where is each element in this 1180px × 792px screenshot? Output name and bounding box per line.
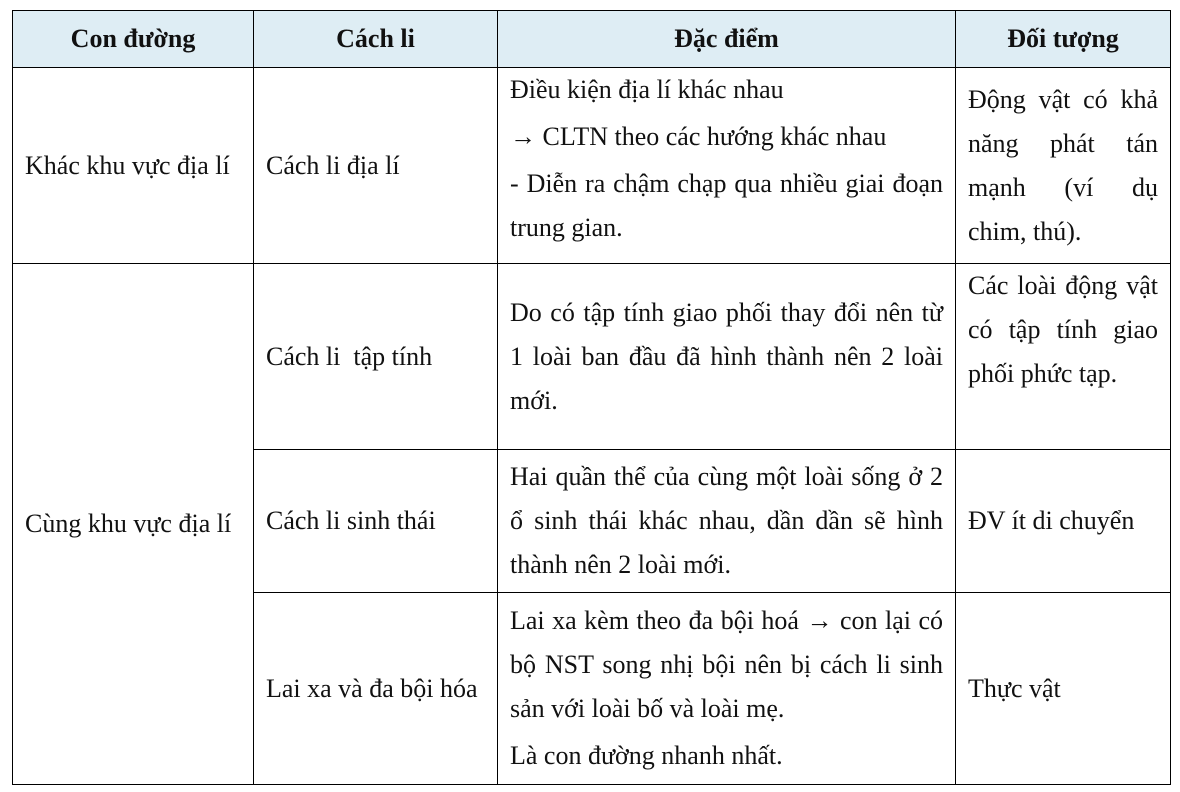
isolation-cell: Lai xa và đa bội hóa [254,593,498,785]
feature-line: Điều kiện địa lí khác nhau [510,75,784,104]
header-row [13,11,1171,68]
path-cell: Khác khu vực địa lí [13,68,254,264]
speciation-table [12,10,1171,785]
features-cell [498,593,956,785]
isolation-cell: Cách li sinh thái [254,450,498,593]
feature-line: Lai xa kèm theo đa bội hoá → con lại có bộ NST song nhị bội nên bị cách li sinh sản với loài bố và loài mẹ. [510,606,943,723]
table-row [13,264,1171,450]
table-row [13,68,1171,264]
header-isolation: Cách li [254,11,498,68]
feature-line: Do có tập tính giao phối thay đổi nên từ 1 loài ban đầu đã hình thành nên 2 loài mới. [510,297,943,415]
isolation-cell: Cách li tập tính [254,264,498,450]
feature-line: Là con đường nhanh nhất. [510,741,783,770]
target-cell: Thực vật [956,593,1171,785]
feature-line: Hai quần thể của cùng một loài sống ở 2 ổ sinh thái khác nhau, dần dần sẽ hình thành nên 2 loài mới. [510,462,943,579]
header-features: Đặc điểm [498,11,956,68]
path-cell: Cùng khu vực địa lí [13,264,254,785]
target-cell: Các loài động vật có tập tính giao phối phức tạp. [956,264,1171,450]
isolation-cell: Cách li địa lí [254,68,498,264]
features-cell [498,450,956,593]
features-cell [498,68,956,264]
header-path: Con đường [13,11,254,68]
target-cell: Động vật có khả năng phát tán mạnh (ví dụ chim, thú). [956,68,1171,264]
header-target: Đối tượng [956,11,1171,68]
features-cell [498,264,956,450]
target-cell: ĐV ít di chuyển [956,450,1171,593]
feature-line: → CLTN theo các hướng khác nhau [510,122,887,151]
feature-line: - Diễn ra chậm chạp qua nhiều giai đoạn trung gian. [510,169,943,242]
